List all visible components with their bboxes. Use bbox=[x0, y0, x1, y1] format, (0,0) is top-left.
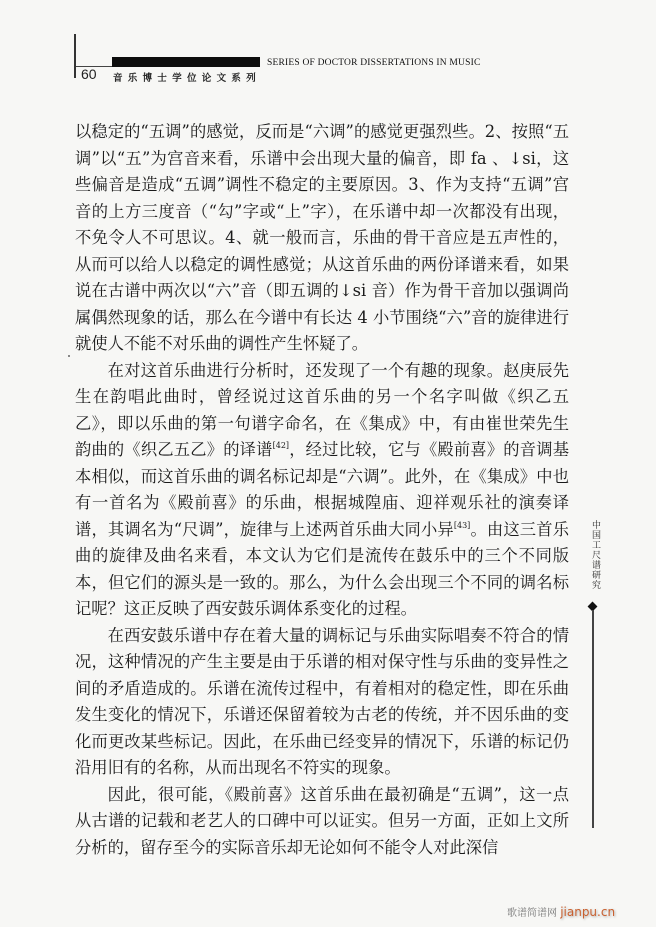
side-section-label: 中国工尺谱研究 bbox=[590, 520, 600, 590]
citation-43: [43] bbox=[453, 520, 471, 530]
paragraph-2-part-3: 。由这三首乐曲的旋律及曲名来看，本文认为它们是流传在鼓乐中的三个不同版本，但它们的源头是一致的。那么，为什么会出现三个不同的调名标记呢？这正反映了西安鼓乐调体系变化的过程。 bbox=[75, 519, 569, 618]
watermark-url: jianpu.cn bbox=[560, 905, 616, 919]
scan-speck bbox=[68, 355, 70, 357]
paragraph-4: 因此，很可能，《殿前喜》这首乐曲在最初确是“五调”，这一点从古谱的记载和老艺人的口碑中可以证实。但另一方面，正如上文所分析的，留存至今的实际音乐却无论如何不能令人对此深信 bbox=[75, 784, 569, 857]
header-series-title-en: SERIES OF DOCTOR DISSERTATIONS IN MUSIC bbox=[267, 58, 481, 68]
paragraph-2-part-2: ，经过比较，它与《殿前喜》的音调基本相似，而这首乐曲的调名标记却是“六调”。此外，在《集成》中也有一首名为《殿前喜》的乐曲，根据城隍庙、迎祥观乐社的演奏译谱，其调名为“尺调”，旋律与上述两首乐曲大同小异 bbox=[75, 440, 569, 539]
header-series-title-cn: 音乐博士学位论文系列 bbox=[113, 73, 262, 84]
watermark bbox=[507, 904, 615, 919]
header-black-bar bbox=[112, 57, 260, 67]
watermark-cn: 歌谱简谱网 bbox=[507, 908, 557, 919]
citation-42: [42] bbox=[272, 441, 290, 450]
paragraph-2 bbox=[75, 358, 569, 623]
header-vertical-rule bbox=[74, 34, 76, 78]
side-vertical-rule bbox=[592, 610, 594, 828]
paragraph-2-part-1: 在对这首乐曲进行分析时，还发现了一个有趣的现象。赵庚辰先生在韵唱此曲时，曾经说过这首乐曲的另一个名字叫做《织乙五乙》，即以乐曲的第一句谱字命名，在《集成》中，有由崔世荣先生韵曲的《织乙五乙》的译谱 bbox=[75, 360, 569, 459]
paragraph-1: 以稳定的“五调”的感觉，反而是“六调”的感觉更强烈些。2、按照“五调”以“五”为宫音来看，乐谱中会出现大量的偏音，即 fa 、↓si，这些偏音是造成“五调”调性不稳定的主要原因。3、作为支持“五调”宫音的上方三度音（“勾”字或“上”字），在乐谱中却一次都没有出现，不免令人不可思议。4、就一般而言，乐曲的骨干音应是五声性的，从而可以给人以稳定的调性感觉；从这首乐曲的两份译谱来看，如果说在古谱中两次以“六”音（即五调的↓si 音）作为骨干音加以强调尚属偶然现象的话，那么在今谱中有长达 4 小节围绕“六”音的旋律进行就使人不能不对乐曲的调性产生怀疑了。 bbox=[75, 122, 569, 353]
body-text bbox=[75, 119, 569, 861]
paragraph-3: 在西安鼓乐谱中存在着大量的调标记与乐曲实际唱奏不符合的情况，这种情况的产生主要是由于乐谱的相对保守性与乐曲的变异性之间的矛盾造成的。乐谱在流传过程中，有着相对的稳定性，即在乐曲发生变化的情况下，乐谱还保留着较为古老的传统，并不因乐曲的变化而更改某些标记。因此，在乐曲已经变异的情况下，乐谱的标记仍沿用旧有的名称，从而出现名不符实的现象。 bbox=[75, 625, 569, 777]
page-number: 60 bbox=[81, 66, 97, 82]
